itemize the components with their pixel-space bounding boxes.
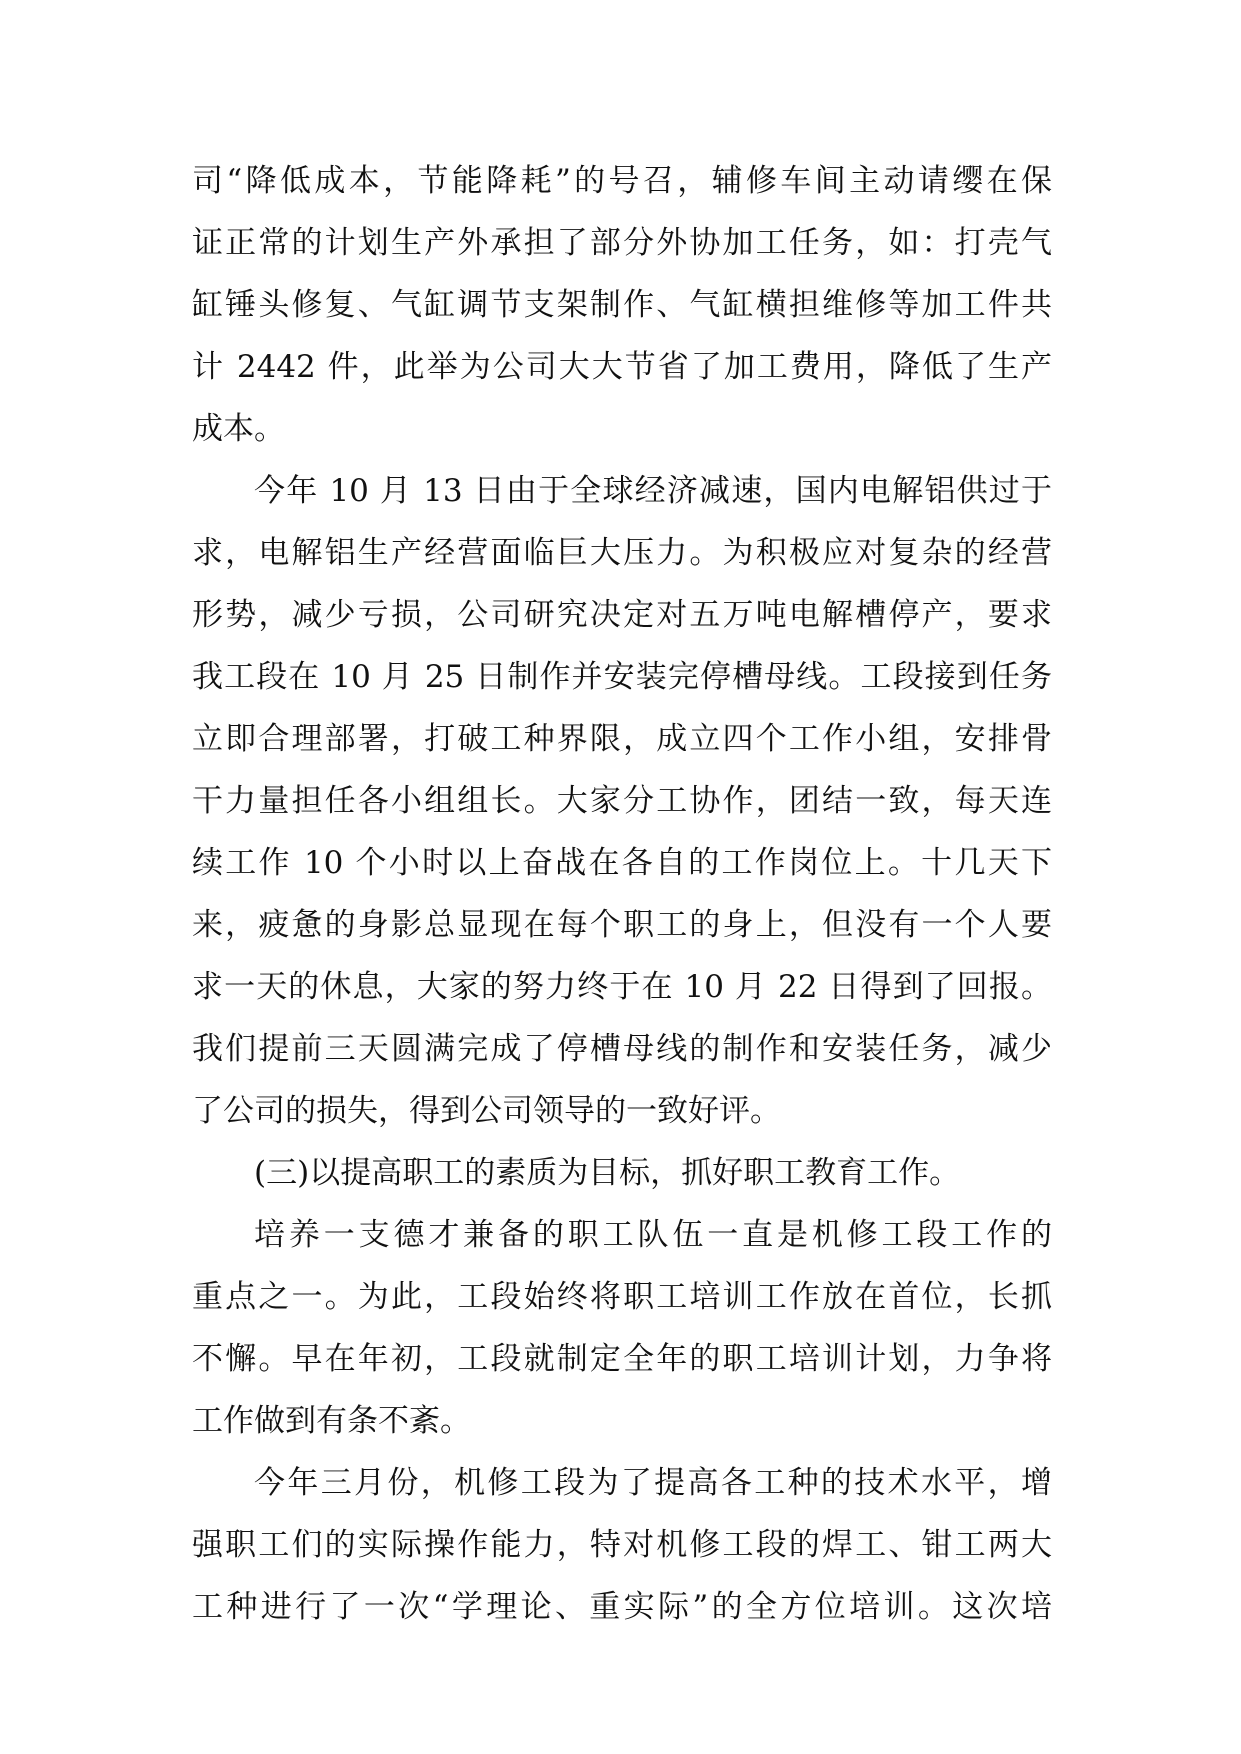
text-line: 立即合理部署，打破工种界限，成立四个工作小组，安排骨 <box>192 721 1052 757</box>
text-line: 了公司的损失，得到公司领导的一致好评。 <box>192 1093 781 1129</box>
text-line: 缸锤头修复、气缸调节支架制作、气缸横担维修等加工件共 <box>192 287 1052 323</box>
text-line: 强职工们的实际操作能力，特对机修工段的焊工、钳工两大 <box>192 1527 1052 1563</box>
text-line: 求一天的休息，大家的努力终于在 10 月 22 日得到了回报。 <box>192 969 1052 1005</box>
text-line: 我们提前三天圆满完成了停槽母线的制作和安装任务，减少 <box>192 1031 1052 1067</box>
text-line: 来，疲惫的身影总显现在每个职工的身上，但没有一个人要 <box>192 907 1052 943</box>
text-line: 司“降低成本，节能降耗”的号召，辅修车间主动请缨在保 <box>192 163 1052 199</box>
text-line: 今年三月份，机修工段为了提高各工种的技术水平，增 <box>254 1465 1052 1501</box>
text-line: 干力量担任各小组组长。大家分工协作，团结一致，每天连 <box>192 783 1052 819</box>
text-line: 工作做到有条不紊。 <box>192 1403 471 1439</box>
text-line: 不懈。早在年初，工段就制定全年的职工培训计划，力争将 <box>192 1341 1052 1377</box>
body-text <box>192 150 1052 1638</box>
text-line: 重点之一。为此，工段始终将职工培训工作放在首位，长抓 <box>192 1279 1052 1315</box>
text-line: 成本。 <box>192 411 285 447</box>
text-line: 证正常的计划生产外承担了部分外协加工任务，如：打壳气 <box>192 225 1052 261</box>
text-line: 培养一支德才兼备的职工队伍一直是机修工段工作的 <box>254 1217 1052 1253</box>
text-line: 工种进行了一次“学理论、重实际”的全方位培训。这次培 <box>192 1589 1052 1625</box>
text-line: (三)以提高职工的素质为目标，抓好职工教育工作。 <box>254 1155 961 1191</box>
text-line: 求，电解铝生产经营面临巨大压力。为积极应对复杂的经营 <box>192 535 1052 571</box>
text-line: 续工作 10 个小时以上奋战在各自的工作岗位上。十几天下 <box>192 845 1052 881</box>
text-line: 形势，减少亏损，公司研究决定对五万吨电解槽停产，要求 <box>192 597 1052 633</box>
text-line: 今年 10 月 13 日由于全球经济减速，国内电解铝供过于 <box>254 473 1052 509</box>
text-line: 我工段在 10 月 25 日制作并安装完停槽母线。工段接到任务 <box>192 659 1052 695</box>
text-line: 计 2442 件，此举为公司大大节省了加工费用，降低了生产 <box>192 349 1052 385</box>
